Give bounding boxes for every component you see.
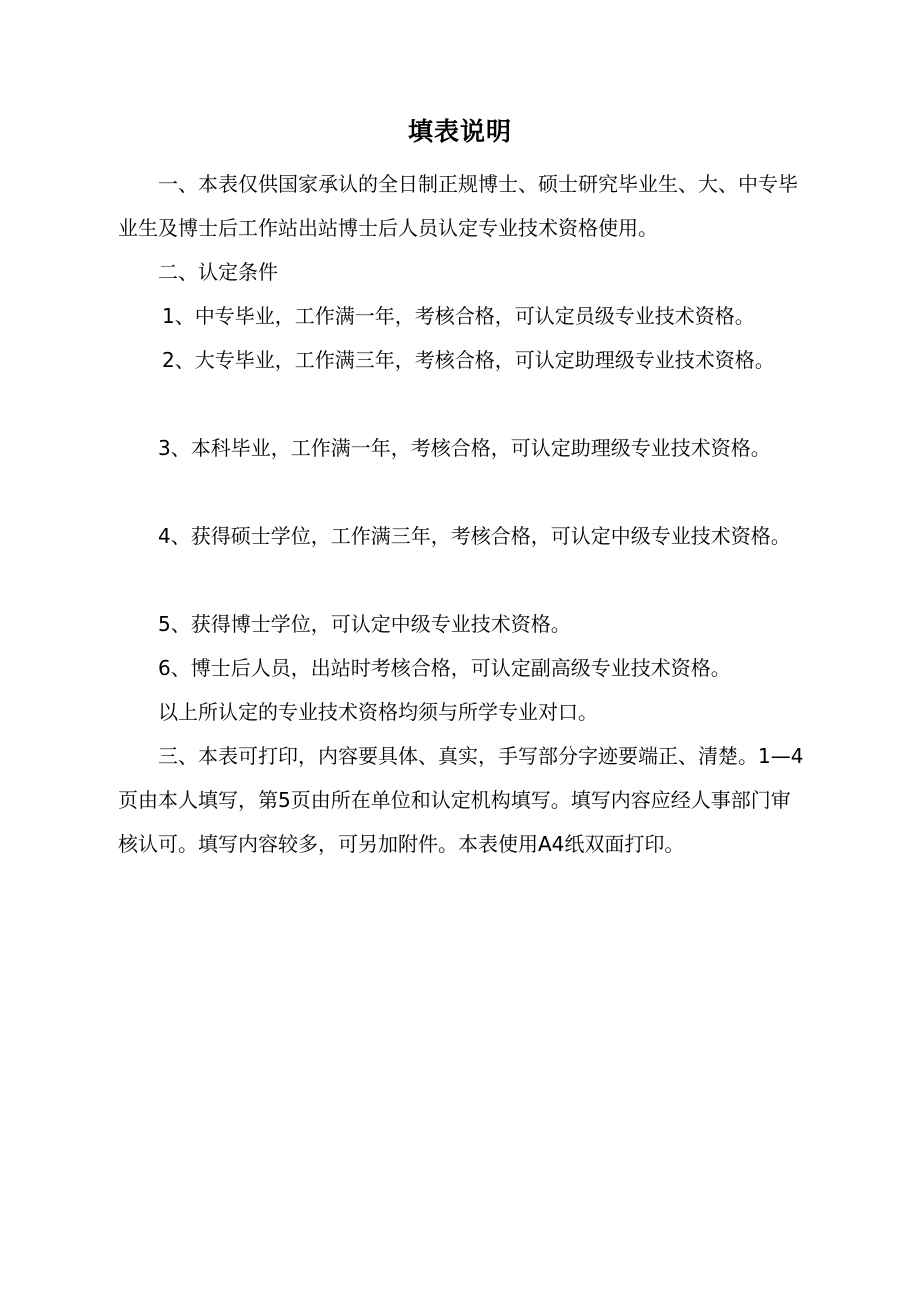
instruction-heading-conditions: 二、认定条件: [158, 260, 278, 284]
condition-item-2: 2、大专毕业，工作满三年，考核合格，可认定助理级专业技术资格。: [162, 348, 775, 372]
condition-item-1: 1、中专毕业，工作满一年，考核合格，可认定员级专业技术资格。: [162, 304, 755, 328]
condition-item-3: 3、本科毕业，工作满一年，考核合格，可认定助理级专业技术资格。: [158, 436, 771, 460]
instruction-paragraph-3: 三、本表可打印，内容要具体、真实，手写部分字迹要端正、清楚。1—4页由本人填写，第5页由所在单位和认定机构填写。填写内容应经人事部门审核认可。填写内容较多，可另加附件。本表使用A4纸双面打印。: [118, 744, 804, 856]
condition-item-4: 4、获得硕士学位，工作满三年，考核合格，可认定中级专业技术资格。: [158, 524, 791, 548]
instruction-paragraph-1: 一、本表仅供国家承认的全日制正规博士、硕士研究毕业生、大、中专毕业生及博士后工作站出站博士后人员认定专业技术资格使用。: [118, 172, 798, 240]
condition-item-6: 6、博士后人员，出站时考核合格，可认定副高级专业技术资格。: [158, 656, 731, 680]
conditions-note: 以上所认定的专业技术资格均须与所学专业对口。: [158, 700, 598, 724]
document-title: 填表说明: [407, 117, 512, 146]
condition-item-5: 5、获得博士学位，可认定中级专业技术资格。: [158, 612, 571, 636]
